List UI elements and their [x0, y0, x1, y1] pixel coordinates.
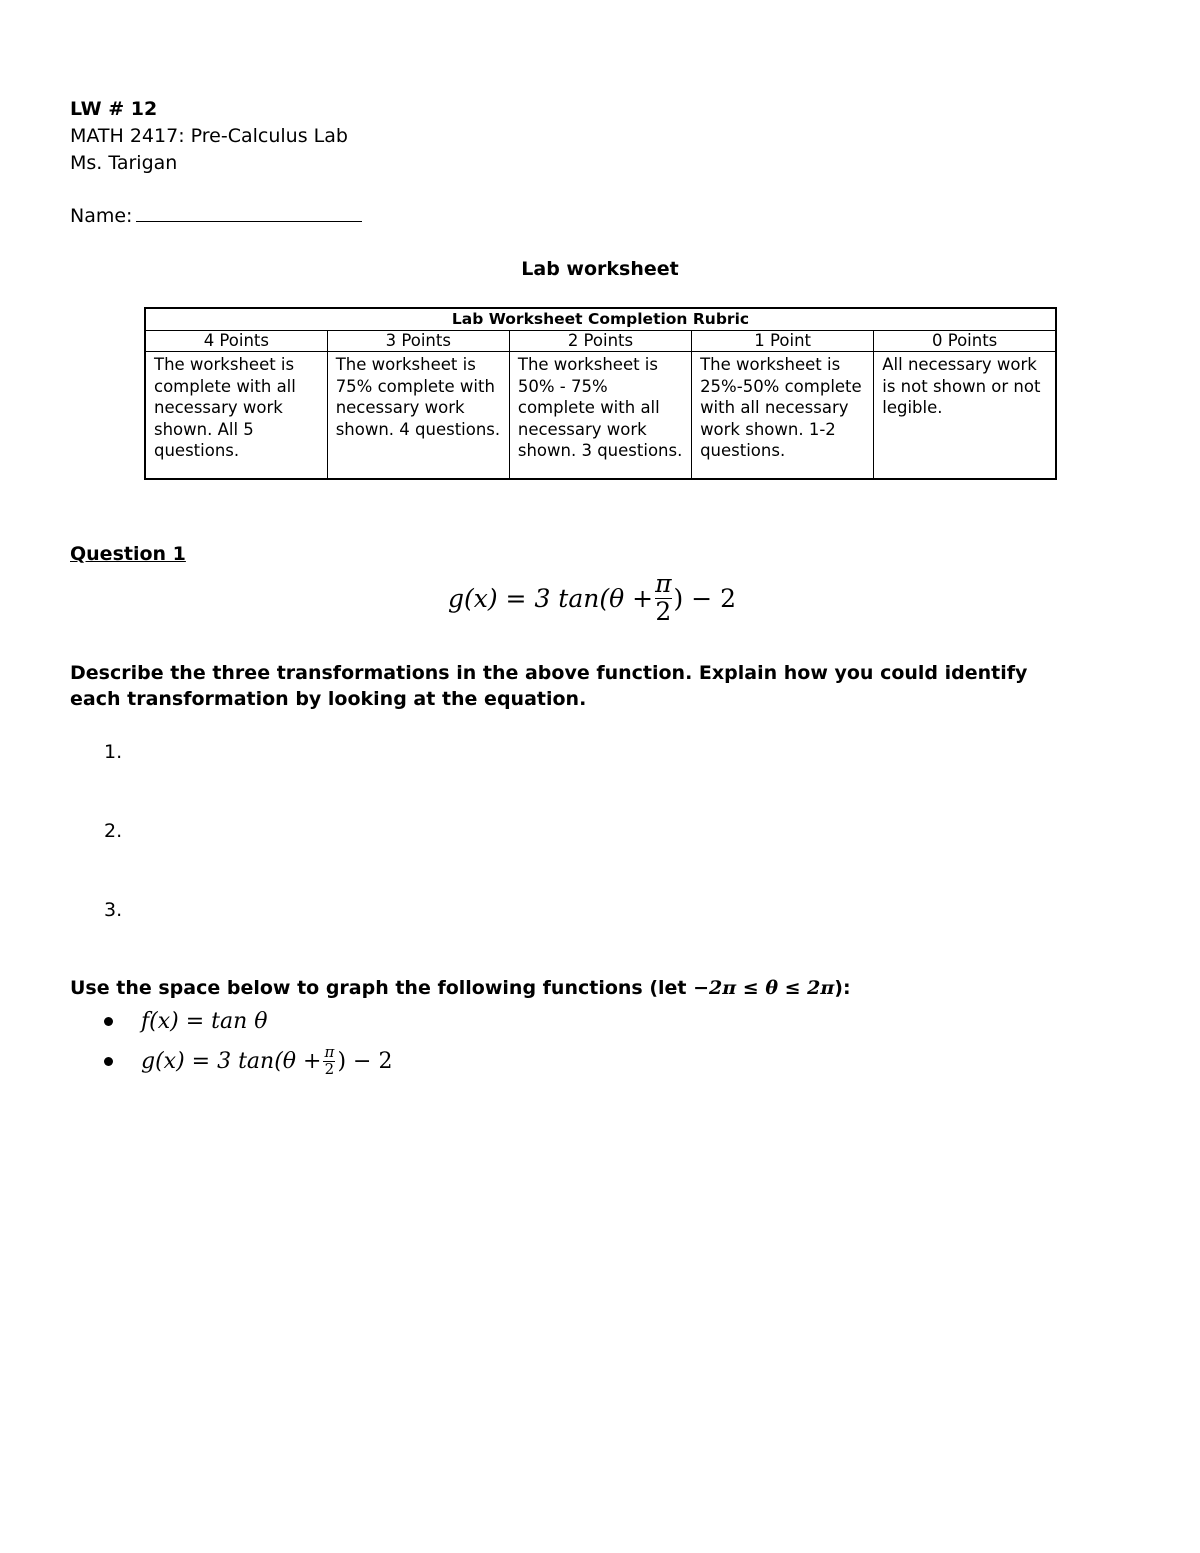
- fraction-denominator: 2: [655, 596, 672, 626]
- question-1-equation: [448, 567, 736, 629]
- question-1-prompt: Describe the three transformations in the above function. Explain how you could identify each transformation by looking at the equation.: [70, 662, 1028, 710]
- rubric-desc-3: The worksheet is 75% complete with necessary work shown. 4 questions.: [327, 352, 509, 480]
- equation-rhs: ) − 2: [673, 583, 736, 613]
- fraction-numerator: π: [655, 569, 672, 599]
- graph-prompt: [70, 977, 851, 999]
- pi-over-2-fraction: [323, 1042, 335, 1078]
- page-title: Lab worksheet: [521, 258, 679, 280]
- rubric-level-2: 2 Points: [509, 331, 691, 352]
- answer-item-3: 3.: [104, 899, 123, 921]
- fraction-denominator: 2: [324, 1059, 335, 1078]
- graph-prompt-end: ):: [834, 977, 851, 999]
- bullet-icon: [104, 1017, 113, 1026]
- rubric-level-4: 4 Points: [145, 331, 327, 352]
- function-item-f: [104, 1006, 268, 1036]
- question-1-heading: Question 1: [70, 543, 186, 565]
- rubric-caption: Lab Worksheet Completion Rubric: [145, 308, 1056, 331]
- answer-item-2: 2.: [104, 820, 123, 842]
- rubric-level-0: 0 Points: [874, 331, 1056, 352]
- pi-over-2-fraction: [655, 571, 671, 625]
- answer-item-1: 1.: [104, 741, 123, 763]
- rubric-desc-4: The worksheet is complete with all necessary work shown. All 5 questions.: [145, 352, 327, 480]
- rubric-desc-1: The worksheet is 25%-50% complete with all necessary work shown. 1-2 questions.: [692, 352, 874, 480]
- course-title: MATH 2417: Pre-Calculus Lab: [70, 125, 348, 147]
- function-item-g: [104, 1038, 392, 1084]
- fraction-numerator: π: [324, 1042, 335, 1061]
- completion-rubric-table: [144, 307, 1057, 480]
- function-g-lhs: g(x) = 3 tan(θ +: [141, 1048, 322, 1074]
- name-field[interactable]: [70, 203, 362, 228]
- bullet-icon: [104, 1057, 113, 1066]
- name-label: Name:: [70, 205, 133, 227]
- graph-domain-math: −2π ≤ θ ≤ 2π: [693, 977, 835, 999]
- worksheet-number: LW # 12: [70, 98, 158, 120]
- function-g-rhs: ) − 2: [337, 1048, 393, 1074]
- rubric-level-3: 3 Points: [327, 331, 509, 352]
- rubric-level-1: 1 Point: [692, 331, 874, 352]
- function-f-text: f(x) = tan θ: [141, 1008, 268, 1034]
- graph-prompt-text: Use the space below to graph the following functions (let: [70, 977, 687, 999]
- teacher-name: Ms. Tarigan: [70, 152, 178, 174]
- equation-lhs: g(x) = 3 tan(θ +: [448, 583, 654, 613]
- rubric-desc-0: All necessary work is not shown or not legible.: [874, 352, 1056, 480]
- name-blank-line[interactable]: [136, 203, 362, 222]
- rubric-desc-2: The worksheet is 50% - 75% complete with all necessary work shown. 3 questions.: [509, 352, 691, 480]
